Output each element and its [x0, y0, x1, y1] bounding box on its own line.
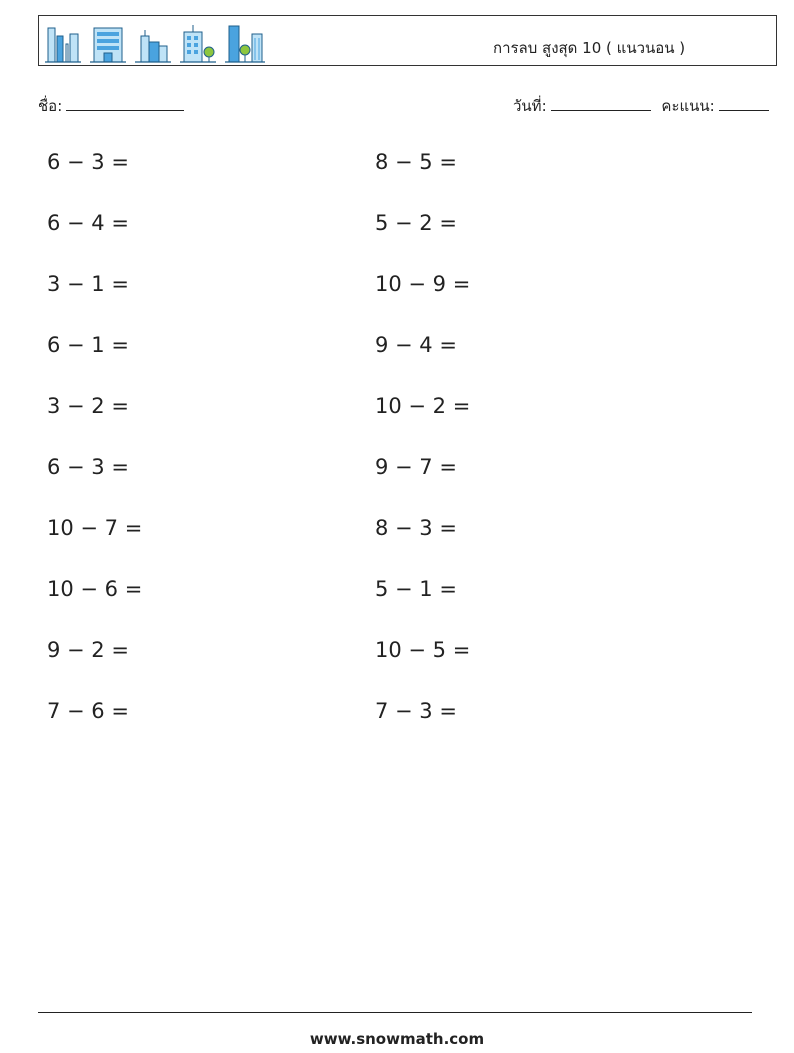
- problem-left-6: 6 − 3 =: [47, 455, 129, 479]
- score-label: คะแนน:: [661, 97, 715, 115]
- problem-right-9: 10 − 5 =: [375, 638, 471, 662]
- problem-left-8: 10 − 6 =: [47, 577, 143, 601]
- problem-right-3: 10 − 9 =: [375, 272, 471, 296]
- problem-left-5: 3 − 2 =: [47, 394, 129, 418]
- problem-right-5: 10 − 2 =: [375, 394, 471, 418]
- problem-left-3: 3 − 1 =: [47, 272, 129, 296]
- footer-divider: [38, 1012, 752, 1013]
- problem-right-4: 9 − 4 =: [375, 333, 457, 357]
- skyscraper-icon: [225, 22, 265, 64]
- city-icon: [135, 22, 171, 64]
- name-line[interactable]: [66, 98, 184, 111]
- name-field: [38, 94, 184, 118]
- problem-left-2: 6 − 4 =: [47, 211, 129, 235]
- buildings-icon: [45, 22, 81, 64]
- date-score-field: [513, 94, 769, 118]
- date-line[interactable]: [551, 98, 651, 111]
- footer-website[interactable]: www.snowmath.com: [309, 1030, 485, 1048]
- problem-left-4: 6 − 1 =: [47, 333, 129, 357]
- problem-right-2: 5 − 2 =: [375, 211, 457, 235]
- date-label: วันที่:: [513, 97, 547, 115]
- problem-right-8: 5 − 1 =: [375, 577, 457, 601]
- problem-left-1: 6 − 3 =: [47, 150, 129, 174]
- problem-right-1: 8 − 5 =: [375, 150, 457, 174]
- problem-left-10: 7 − 6 =: [47, 699, 129, 723]
- header-icons: [45, 22, 265, 64]
- score-line[interactable]: [719, 98, 769, 111]
- name-label: ชื่อ:: [38, 97, 63, 115]
- problem-left-7: 10 − 7 =: [47, 516, 143, 540]
- office-building-icon: [90, 22, 126, 64]
- problem-right-7: 8 − 3 =: [375, 516, 457, 540]
- header-box: [38, 15, 777, 66]
- problem-right-10: 7 − 3 =: [375, 699, 457, 723]
- problem-right-6: 9 − 7 =: [375, 455, 457, 479]
- problem-left-9: 9 − 2 =: [47, 638, 129, 662]
- tower-tree-icon: [180, 22, 216, 64]
- worksheet-title: การลบ สูงสุด 10 ( แนวนอน ): [493, 39, 686, 57]
